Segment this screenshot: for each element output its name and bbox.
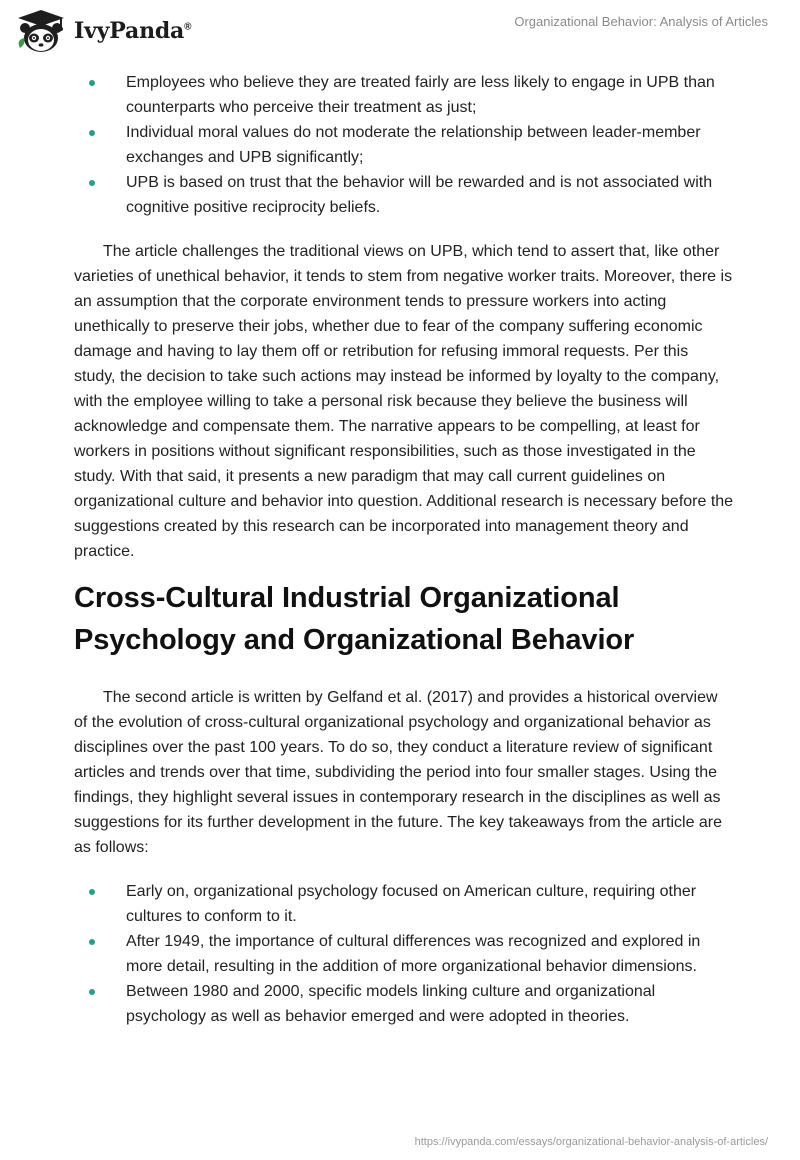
list-item: After 1949, the importance of cultural differences was recognized and explored in more detail, resulting in the addition of more organizational behavior dimensions. — [74, 929, 734, 979]
takeaways-list-1 — [74, 70, 734, 220]
list-item: UPB is based on trust that the behavior will be rewarded and is not associated with cognitive positive reciprocity beliefs. — [74, 170, 734, 220]
bullet-icon — [89, 130, 95, 136]
source-url[interactable]: https://ivypanda.com/essays/organizational-behavior-analysis-of-articles/ — [414, 1136, 768, 1148]
logo-text: IvyPanda® — [74, 18, 192, 44]
takeaways-list-2 — [74, 879, 734, 1029]
bullet-icon — [89, 889, 95, 895]
list-item: Early on, organizational psychology focused on American culture, requiring other cultures to conform to it. — [74, 879, 734, 929]
bullet-icon — [89, 989, 95, 995]
list-item: Employees who believe they are treated fairly are less likely to engage in UPB than counterparts who perceive their treatment as just; — [74, 70, 734, 120]
article-content — [74, 70, 734, 1029]
list-item: Between 1980 and 2000, specific models linking culture and organizational psychology as well as behavior emerged and were adopted in theories. — [74, 979, 734, 1029]
section-heading: Cross-Cultural Industrial Organizational Psychology and Organizational Behavior — [74, 582, 635, 656]
body-paragraph: The second article is written by Gelfand et al. (2017) and provides a historical overview of the evolution of cross-cultural organizational psychology and organizational behavior as disciplines over the past 100 years. To do so, they conduct a literature review of significant articles and trends over that time, subdividing the period into four smaller stages. Using the findings, they highlight several issues in contemporary research in the disciplines as well as suggestions for its further development in the future. The key takeaways from the article are as follows: — [74, 689, 723, 856]
bullet-icon — [89, 939, 95, 945]
list-item: Individual moral values do not moderate the relationship between leader-member exchanges and UPB significantly; — [74, 120, 734, 170]
bullet-icon — [89, 180, 95, 186]
document-title: Organizational Behavior: Analysis of Articles — [514, 14, 768, 29]
body-paragraph: The article challenges the traditional views on UPB, which tend to assert that, like other varieties of unethical behavior, it tends to stem from negative worker traits. Moreover, there is an assumption that the corporate environment tends to pressure workers into acting unethically to preserve their jobs, whether due to fear of the company suffering economic damage and having to lay them off or retribution for refusing immoral requests. Per this study, the decision to take such actions may instead be informed by loyalty to the company, with the employee willing to take a personal risk because they believe the business will acknowledge and compensate them. The narrative appears to be compelling, at least for workers in positions without significant responsibilities, such as those investigated in the study. With that said, it presents a new paradigm that may call current guidelines on organizational culture and behavior into question. Additional research is necessary before the suggestions created by this research can be incorporated into management theory and practice. — [74, 243, 734, 560]
bullet-icon — [89, 80, 95, 86]
panda-graduate-icon — [14, 8, 68, 54]
ivypanda-logo[interactable] — [14, 8, 191, 54]
site-header — [0, 0, 800, 60]
